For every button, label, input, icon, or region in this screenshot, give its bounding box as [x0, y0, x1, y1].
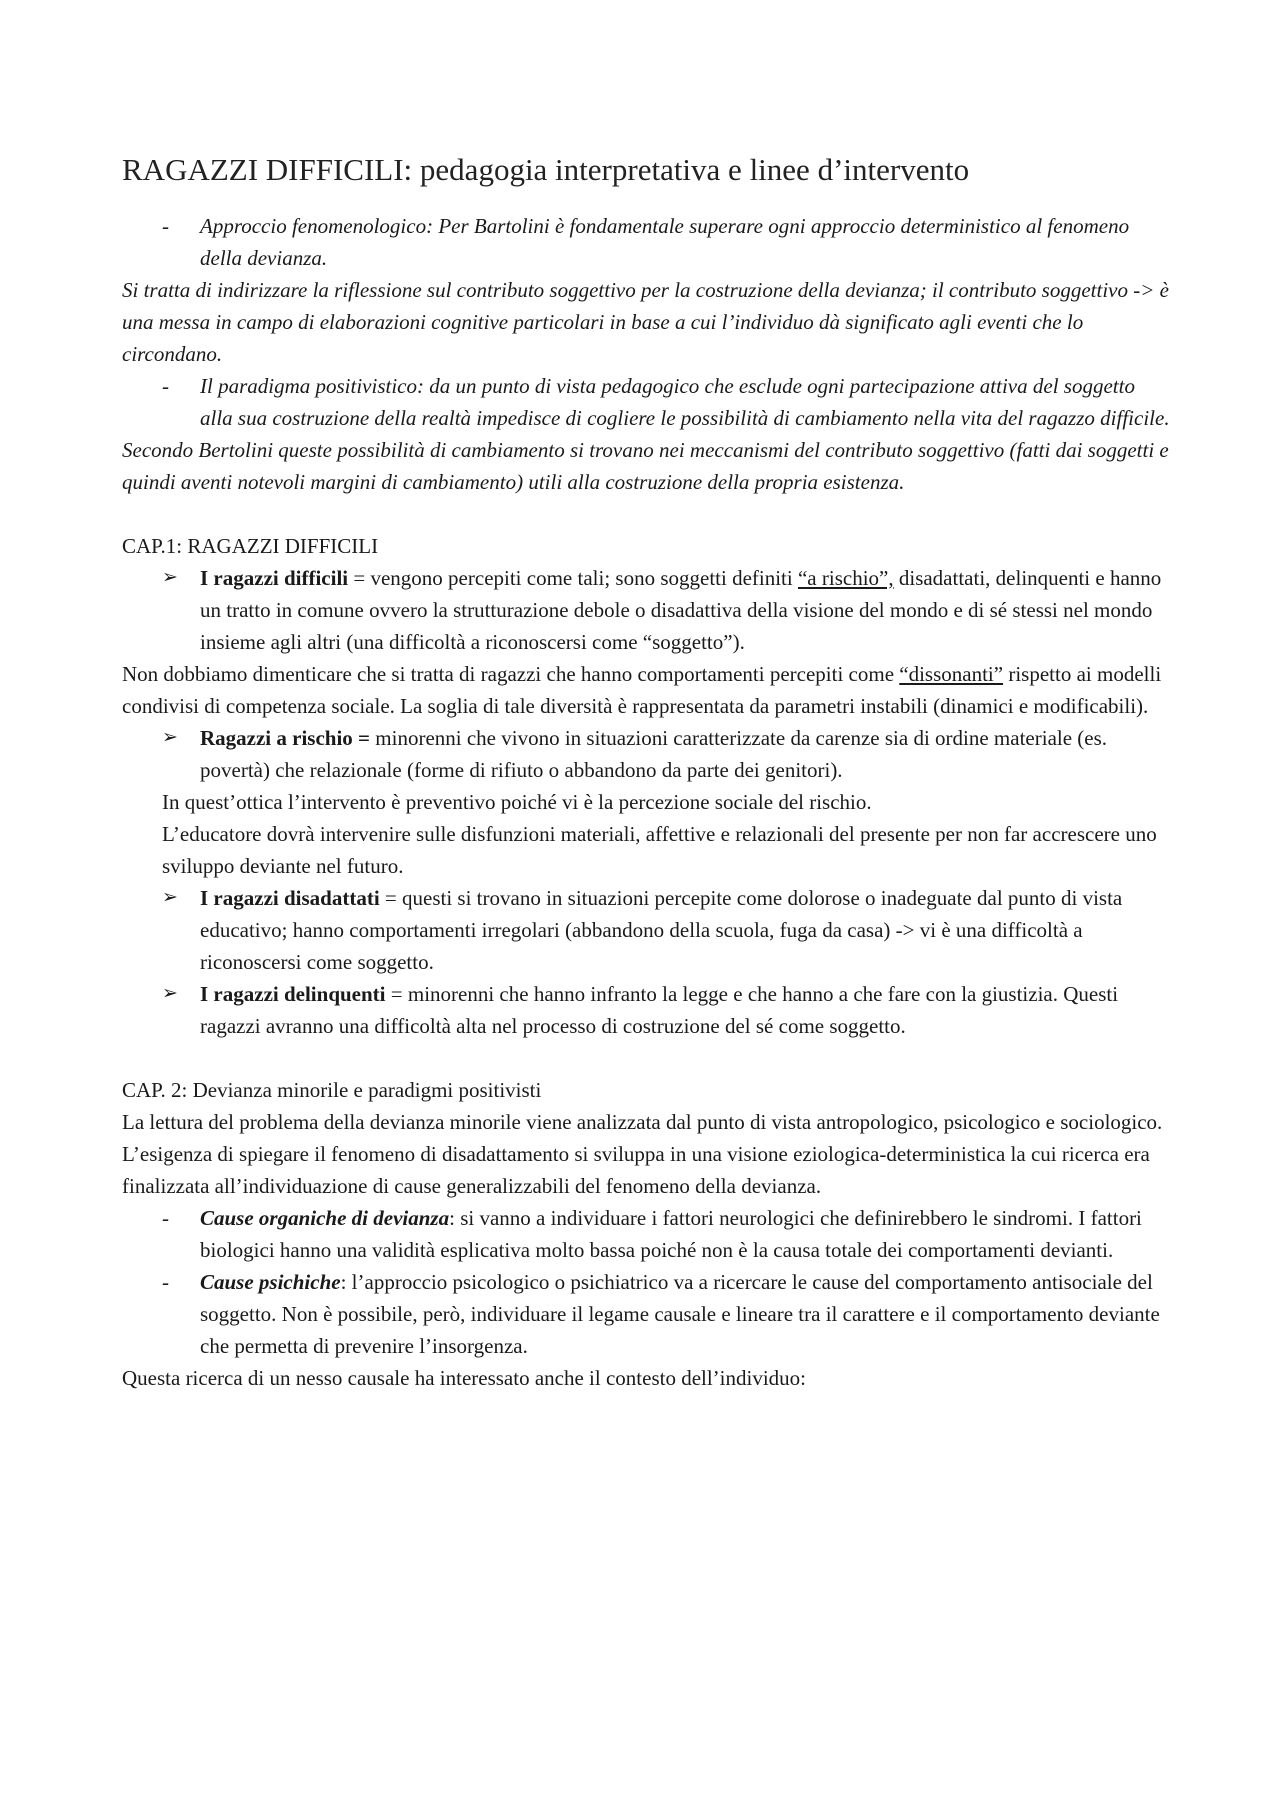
- term: I ragazzi disadattati: [200, 886, 380, 910]
- paragraph: L’educatore dovrà intervenire sulle disfunzioni materiali, affettive e relazionali del presente per non far accrescere uno sviluppo deviante nel futuro.: [162, 822, 1157, 878]
- page-title: RAGAZZI DIFFICILI: pedagogia interpretativa e linee d’intervento: [122, 152, 970, 187]
- term: I ragazzi difficili: [200, 566, 349, 590]
- list-item: ➢ I ragazzi difficili = vengono percepiti come tali; sono soggetti definiti “a rischio”, disadattati, delinquenti e hanno un tratto in comune ovvero la strutturazione debole o disadattiva della visione del mondo e di sé stessi nel mondo insieme agli altri (una difficoltà a riconoscersi come “soggetto”).: [122, 562, 1172, 658]
- chapter-2-heading: CAP. 2: Devianza minorile e paradigmi positivisti: [122, 1078, 542, 1102]
- paragraph: In quest’ottica l’intervento è preventivo poiché vi è la percezione sociale del rischio.: [162, 790, 872, 814]
- term: Cause psichiche: [200, 1270, 341, 1294]
- term: Ragazzi a rischio =: [200, 726, 371, 750]
- list-item: [122, 370, 1172, 434]
- chapter-2: [122, 1074, 1172, 1394]
- list-item: - Cause psichiche: l’approccio psicologico o psichiatrico va a ricercare le cause del comportamento antisociale del soggetto. Non è possibile, però, individuare il legame causale e lineare tra il carattere e il comportamento deviante che permetta di prevenire l’insorgenza.: [122, 1266, 1172, 1362]
- list-item: - Cause organiche di devianza: si vanno a individuare i fattori neurologici che definirebbero le sindromi. I fattori biologici hanno una validità esplicativa molto bassa poiché non è la causa totale dei comportamenti devianti.: [122, 1202, 1172, 1266]
- intro-paragraph-2: Secondo Bertolini queste possibilità di cambiamento si trovano nei meccanismi del contributo soggettivo (fatti dai soggetti e quindi aventi notevoli margini di cambiamento) utili alla costruzione della propria esistenza.: [122, 438, 1169, 494]
- intro-paragraph-1: Si tratta di indirizzare la riflessione sul contributo soggettivo per la costruzione della devianza; il contributo soggettivo -> è una messa in campo di elaborazioni cognitive particolari in base a cui l’individuo dà significato agli eventi che lo circondano.: [122, 278, 1169, 366]
- intro-item-2: Il paradigma positivistico: da un punto di vista pedagogico che esclude ogni partecipazione attiva del soggetto alla sua costruzione della realtà impedisce di cogliere le possibilità di cambiamento nella vita del ragazzo difficile.: [200, 374, 1170, 430]
- intro-section: [122, 210, 1172, 498]
- underlined-term: “a rischio”,: [797, 566, 894, 590]
- paragraph: Questa ricerca di un nesso causale ha interessato anche il contesto dell’individuo:: [122, 1366, 807, 1390]
- list-item: ➢ I ragazzi disadattati = questi si trovano in situazioni percepite come dolorose o inadeguate dal punto di vista educativo; hanno comportamenti irregolari (abbandono della scuola, fuga da casa) -> vi è una difficoltà a riconoscersi come soggetto.: [122, 882, 1172, 978]
- arrow-bullet-icon: ➢: [162, 983, 178, 1004]
- chapter-1: [122, 530, 1172, 1042]
- intro-item-1: Approccio fenomenologico: Per Bartolini è fondamentale superare ogni approccio deterministico al fenomeno della devianza.: [200, 214, 1130, 270]
- list-item: ➢ Ragazzi a rischio = minorenni che vivono in situazioni caratterizzate da carenze sia di ordine materiale (es. povertà) che relazionale (forme di rifiuto o abbandono da parte dei genitori).: [122, 722, 1172, 786]
- dash-marker: -: [162, 214, 169, 238]
- arrow-bullet-icon: ➢: [162, 567, 178, 588]
- dash-marker: -: [162, 1206, 169, 1230]
- arrow-bullet-icon: ➢: [162, 887, 178, 908]
- term: Cause organiche di devianza: [200, 1206, 450, 1230]
- dash-marker: -: [162, 374, 169, 398]
- paragraph: Non dobbiamo dimenticare che si tratta di ragazzi che hanno comportamenti percepiti come “dissonanti” rispetto ai modelli condivisi di competenza sociale. La soglia di tale diversità è rappresentata da parametri instabili (dinamici e modificabili).: [122, 662, 1162, 718]
- list-item: ➢ I ragazzi delinquenti = minorenni che hanno infranto la legge e che hanno a che fare con la giustizia. Questi ragazzi avranno una difficoltà alta nel processo di costruzione del sé come soggetto.: [122, 978, 1172, 1042]
- list-item: [122, 210, 1172, 274]
- chapter-1-heading: CAP.1: RAGAZZI DIFFICILI: [122, 534, 379, 558]
- dash-marker: -: [162, 1270, 169, 1294]
- term: I ragazzi delinquenti: [200, 982, 386, 1006]
- underlined-term: “dissonanti”: [899, 662, 1004, 686]
- document-page: [122, 150, 1172, 1394]
- paragraph: La lettura del problema della devianza minorile viene analizzata dal punto di vista antropologico, psicologico e sociologico. L’esigenza di spiegare il fenomeno di disadattamento si sviluppa in una visione eziologica-deterministica la cui ricerca era finalizzata all’individuazione di cause generalizzabili del fenomeno della devianza.: [122, 1110, 1163, 1198]
- arrow-bullet-icon: ➢: [162, 727, 178, 748]
